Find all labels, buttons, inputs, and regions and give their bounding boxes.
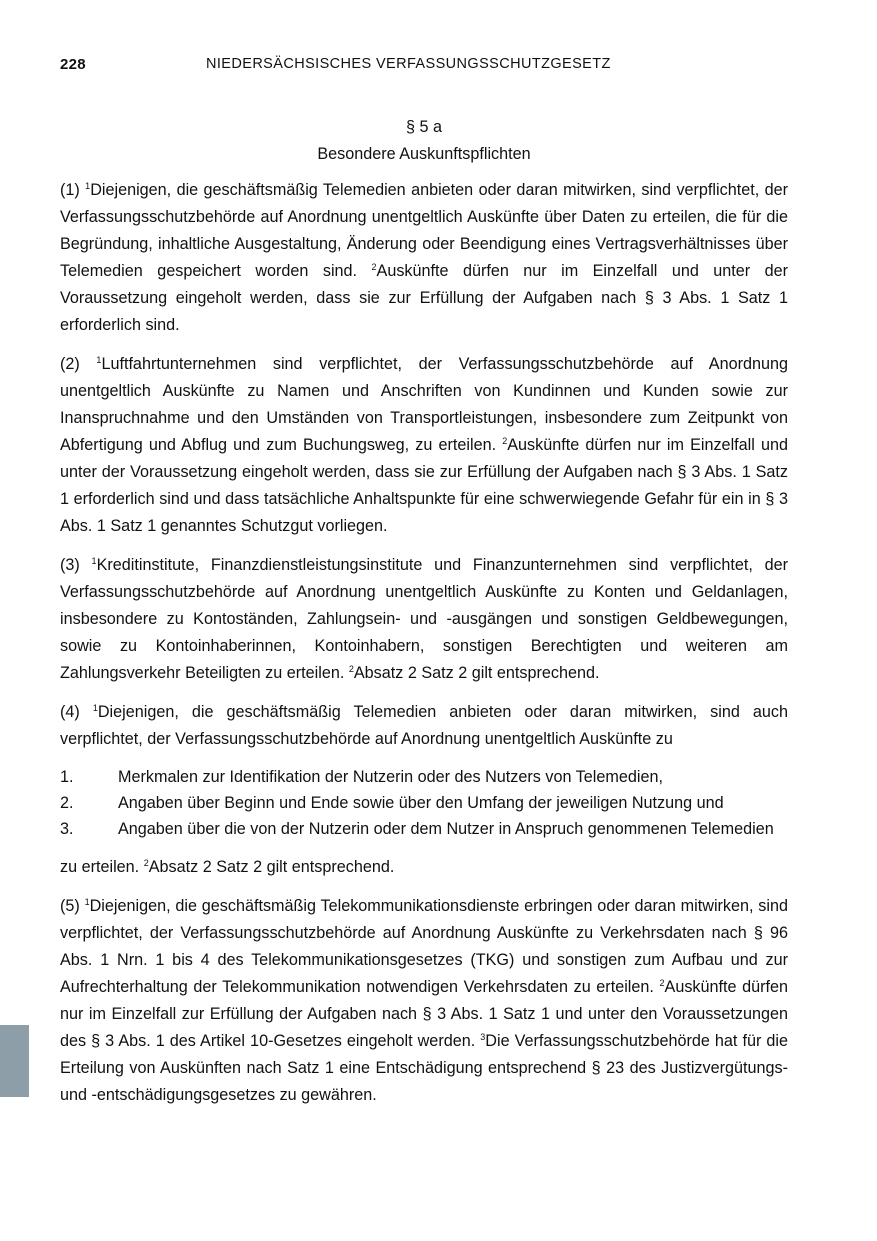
sentence-text: Absatz 2 Satz 2 gilt entsprechend. — [353, 664, 600, 682]
sentence-text: zu erteilen. — [60, 858, 144, 876]
paragraph-label: (5) — [60, 897, 85, 915]
sentence-text: Luftfahrtunternehmen sind verpflichtet, der Verfassungsschutzbehörde auf Anordnung unentgeltlich Auskünfte zu Namen und Anschriften von Kundinnen und Kunden sowie zur Inanspruchnahme und den Umständen von Transportleistungen, insbesondere zum Zeitpunkt von Abfertigung und Abflug und zum Buchungsweg, zu erteilen. — [60, 355, 788, 454]
section-title: Besondere Auskunftspflichten — [317, 145, 531, 163]
list-item-text: Merkmalen zur Identifikation der Nutzerin oder des Nutzers von Telemedien, — [118, 768, 663, 786]
sentence-number: 1 — [85, 181, 91, 191]
paragraph-4-tail — [60, 854, 788, 881]
list-item-text: Angaben über die von der Nutzerin oder dem Nutzer in Anspruch genommenen Telemedien — [118, 820, 774, 838]
sentence-text: Auskünfte dürfen nur im Einzelfall zur Erfüllung der Aufgaben nach § 3 Abs. 1 Satz 1 und unter den Voraussetzungen des § 3 Abs. 1 des Artikel 10-Gesetzes eingeholt werden. — [60, 978, 788, 1050]
paragraph-5 — [60, 893, 788, 1109]
section-number: § 5 a — [405, 118, 442, 136]
page-number: 228 — [60, 56, 86, 73]
sentence-number: 2 — [371, 262, 377, 272]
sentence-text: Auskünfte dürfen nur im Einzelfall und unter der Voraussetzung eingeholt werden, dass sie zur Erfüllung der Aufgaben nach § 3 Abs. 1 Satz 1 erforderlich sind. — [60, 262, 788, 334]
sentence-text: Kreditinstitute, Finanzdienstleistungsinstitute und Finanzunternehmen sind verpflichtet, der Verfassungsschutzbehörde auf Anordnung unentgeltlich Auskünfte zu Konten und Geldanlagen, insbesondere zu Kontoständen, Zahlungsein- und -ausgängen und sonstigen Geldbewegungen, sowie zu Kontoinhaberinnen, Kontoinhabern, sonstigen Berechtigten und weiteren am Zahlungsverkehr Beteiligten zu erteilen. — [60, 556, 788, 682]
paragraph-label: (1) — [60, 181, 86, 199]
list-item — [60, 765, 788, 790]
sentence-number: 1 — [96, 355, 102, 365]
list-item — [60, 791, 788, 816]
sentence-text: Diejenigen, die geschäftsmäßig Telekommunikationsdienste erbringen oder daran mitwirken, sind verpflichtet, der Verfassungsschutzbehörde auf Anordnung Auskünfte zu Verkehrsdaten nach § 96 Abs. 1 Nrn. 1 bis 4 des Telekommunikationsgesetzes (TKG) und sonstigen zum Aufbau und zur Aufrechterhaltung der Telekommunikation notwendigen Verkehrsdaten zu erteilen. — [60, 897, 789, 996]
list-item-number: 3. — [60, 820, 74, 838]
paragraph-label: (2) — [60, 355, 97, 373]
paragraph-4 — [60, 699, 788, 753]
page-header — [60, 56, 820, 80]
paragraph-2 — [60, 351, 788, 540]
sentence-number: 1 — [84, 897, 90, 907]
sentence-text: Die Verfassungsschutzbehörde hat für die Erteilung von Auskünften nach Satz 1 eine Entschädigung entsprechend § 23 des Justizvergütungs- und -entschädigungsgesetzes zu gewähren. — [60, 1032, 789, 1104]
running-title: NIEDERSÄCHSISCHES VERFASSUNGSSCHUTZGESETZ — [206, 56, 611, 72]
paragraph-3 — [60, 552, 788, 687]
paragraph-label: (3) — [60, 556, 92, 574]
sentence-text: Absatz 2 Satz 2 gilt entsprechend. — [148, 858, 395, 876]
chapter-side-tab — [0, 1025, 29, 1097]
document-body — [60, 114, 788, 1121]
sentence-number: 3 — [480, 1032, 486, 1042]
sentence-text: Auskünfte dürfen nur im Einzelfall und unter der Voraussetzung eingeholt werden, dass sie zur Erfüllung der Aufgaben nach § 3 Abs. 1 Satz 1 erforderlich sind und dass tatsächliche Anhaltspunkte für eine schwerwiegende Gefahr für ein in § 3 Abs. 1 Satz 1 genanntes Schutzgut vorliegen. — [60, 436, 788, 535]
paragraph-1 — [60, 177, 788, 339]
sentence-number: 1 — [92, 703, 98, 713]
list-item-number: 2. — [60, 794, 74, 812]
sentence-number: 2 — [143, 858, 149, 868]
sentence-number: 2 — [502, 436, 508, 446]
enumeration-list — [60, 765, 788, 842]
sentence-text: Diejenigen, die geschäftsmäßig Telemedien anbieten oder daran mitwirken, sind auch verpflichtet, der Verfassungsschutzbehörde auf Anordnung unentgeltlich Auskünfte zu — [60, 703, 788, 748]
list-item-text: Angaben über Beginn und Ende sowie über den Umfang der jeweiligen Nutzung und — [118, 794, 724, 812]
paragraph-label: (4) — [60, 703, 93, 721]
sentence-number: 2 — [659, 978, 665, 988]
list-item — [60, 817, 788, 842]
sentence-number: 1 — [91, 556, 97, 566]
sentence-number: 2 — [348, 664, 354, 674]
list-item-number: 1. — [60, 768, 74, 786]
sentence-text: Diejenigen, die geschäftsmäßig Telemedien anbieten oder daran mitwirken, sind verpflichtet, der Verfassungsschutzbehörde auf Anordnung unentgeltlich Auskünfte über Daten zu erteilen, die für die Begründung, inhaltliche Ausgestaltung, Änderung oder Beendigung eines Vertragsverhältnisses über Telemedien gespeichert worden sind. — [60, 181, 788, 280]
